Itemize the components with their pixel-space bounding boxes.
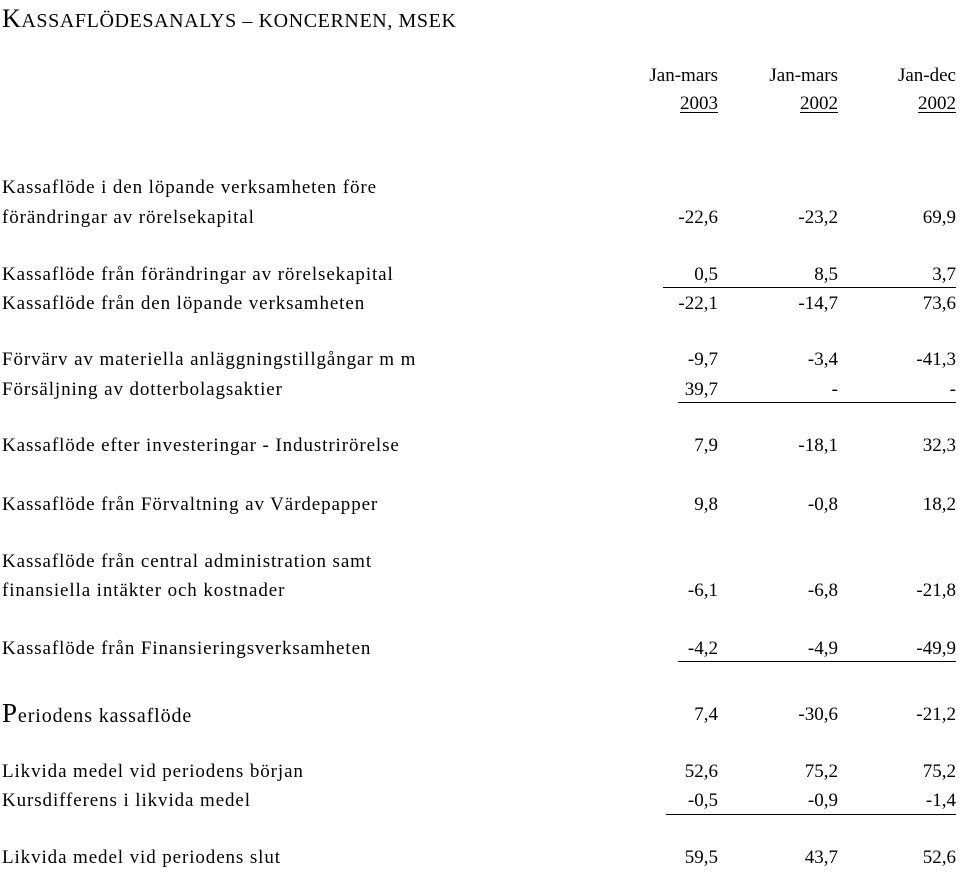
row-value: -0,8 — [807, 494, 838, 515]
column-period: Jan-mars — [649, 65, 718, 86]
column-header-2 — [769, 62, 838, 118]
row-value: 7,4 — [694, 704, 718, 725]
row-value: 32,3 — [922, 435, 956, 456]
row-label: Kassaflöde från förändringar av rörelsekapital — [2, 264, 394, 285]
column-year: 2003 — [680, 93, 718, 114]
row-value: -0,9 — [807, 790, 838, 811]
row-value: -22,1 — [678, 293, 718, 314]
row-value: 8,5 — [814, 264, 838, 285]
row-value: -30,6 — [798, 704, 838, 725]
row-value: 69,9 — [922, 207, 956, 228]
column-year: 2002 — [800, 93, 838, 114]
row-label: Likvida medel vid periodens början — [2, 761, 304, 782]
row-value: -9,7 — [687, 349, 718, 370]
row-value: -18,1 — [798, 435, 838, 456]
row-value: 52,6 — [922, 847, 956, 868]
row-label: Försäljning av dotterbolagsaktier — [2, 379, 283, 400]
row-value: -14,7 — [798, 293, 838, 314]
row-value: - — [831, 379, 838, 400]
row-value: -21,2 — [916, 704, 956, 725]
row-value: 7,9 — [694, 435, 718, 456]
row-value: -4,9 — [807, 638, 838, 659]
row-value: -22,6 — [678, 207, 718, 228]
row-value: - — [949, 379, 956, 400]
row-label: finansiella intäkter och kostnader — [2, 580, 286, 601]
row-value: -23,2 — [798, 207, 838, 228]
subtotal-rule — [678, 402, 956, 403]
row-value: -4,2 — [687, 638, 718, 659]
row-value: 75,2 — [804, 761, 838, 782]
column-year: 2002 — [918, 93, 956, 114]
row-value: -1,4 — [925, 790, 956, 811]
row-label: Kassaflöde från Förvaltning av Värdepapper — [2, 494, 379, 515]
report-title: KASSAFLÖDESANALYS – KONCERNEN, MSEK — [2, 4, 457, 33]
row-value: -0,5 — [687, 790, 718, 811]
row-value: -3,4 — [807, 349, 838, 370]
row-label: Kassaflöde i den löpande verksamheten före — [2, 177, 377, 198]
row-value: 75,2 — [922, 761, 956, 782]
row-value: 59,5 — [684, 847, 718, 868]
column-period: Jan-mars — [769, 65, 838, 86]
subtotal-rule — [678, 661, 956, 662]
column-header-1 — [649, 62, 718, 118]
row-label: Kursdifferens i likvida medel — [2, 790, 251, 811]
column-header-3 — [898, 62, 956, 118]
row-value: -6,8 — [807, 580, 838, 601]
row-value: 73,6 — [922, 293, 956, 314]
row-value: -6,1 — [687, 580, 718, 601]
row-label: Kassaflöde från central administration samt — [2, 551, 373, 572]
row-value: -49,9 — [916, 638, 956, 659]
row-label: Kassaflöde från Finansieringsverksamheten — [2, 638, 372, 659]
row-label: Kassaflöde efter investeringar - Industrirörelse — [2, 435, 400, 456]
row-label: Kassaflöde från den löpande verksamheten — [2, 293, 366, 314]
subtotal-rule — [663, 287, 956, 288]
row-label: Förvärv av materiella anläggningstillgångar m m — [2, 349, 417, 370]
row-label: Periodens kassaflöde — [2, 698, 193, 728]
row-value: 18,2 — [922, 494, 956, 515]
row-value: -41,3 — [916, 349, 956, 370]
row-label: förändringar av rörelsekapital — [2, 207, 255, 228]
row-value: 9,8 — [694, 494, 718, 515]
row-value: 0,5 — [694, 264, 718, 285]
row-value: 3,7 — [932, 264, 956, 285]
column-period: Jan-dec — [897, 65, 956, 86]
row-value: 43,7 — [804, 847, 838, 868]
row-value: 39,7 — [684, 379, 718, 400]
subtotal-rule — [666, 814, 956, 815]
row-value: -21,8 — [916, 580, 956, 601]
row-label: Likvida medel vid periodens slut — [2, 847, 281, 868]
row-value: 52,6 — [684, 761, 718, 782]
